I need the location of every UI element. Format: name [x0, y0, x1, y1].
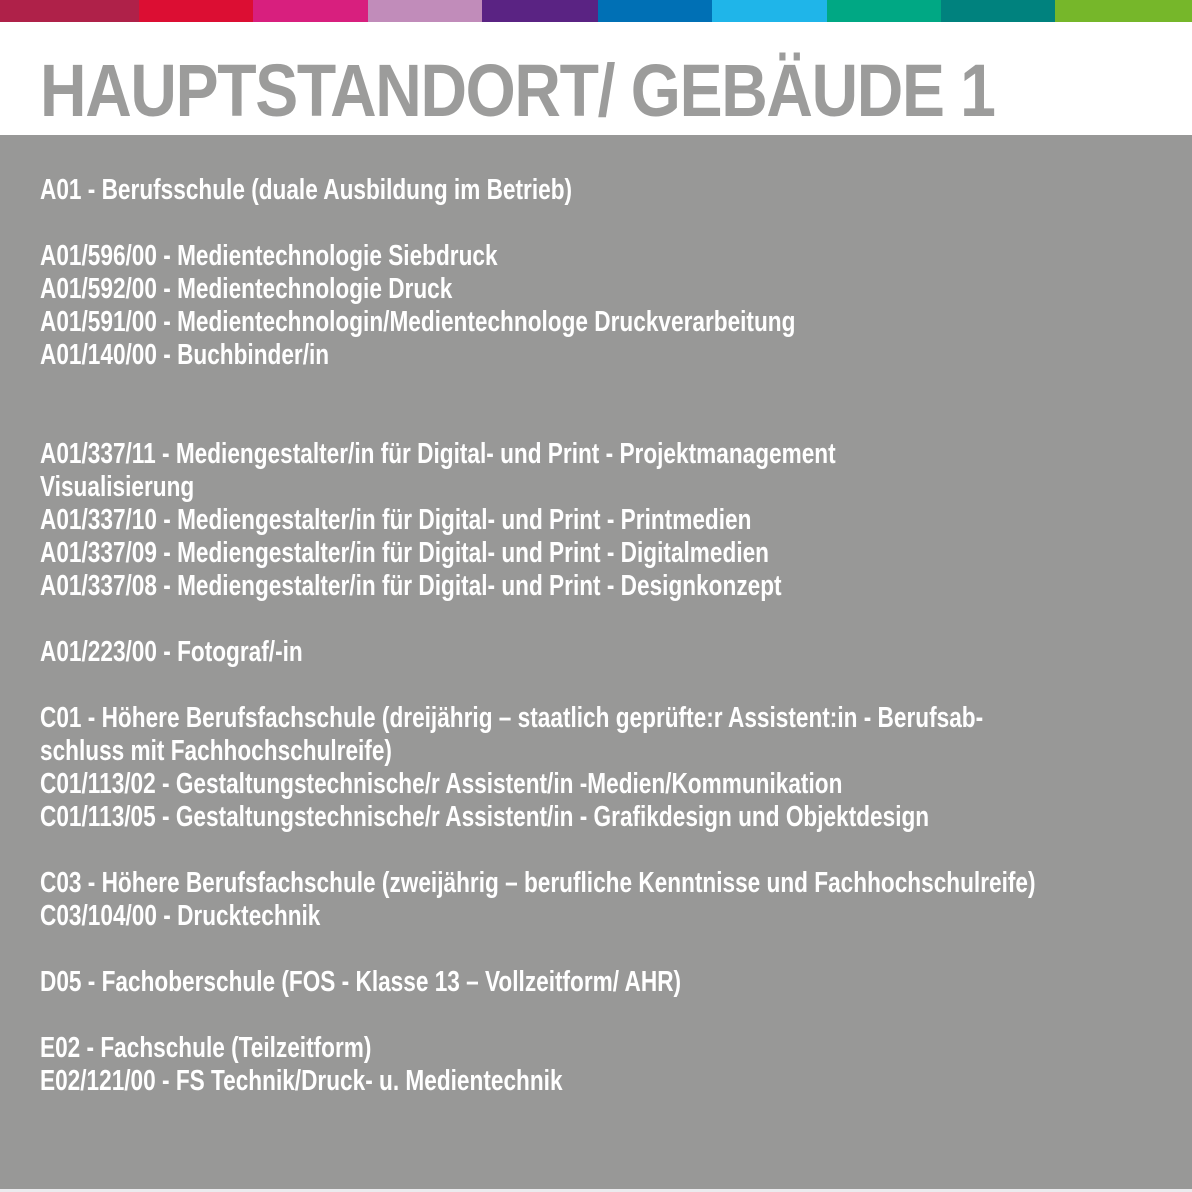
body-blank-line [40, 372, 1187, 405]
body-line: A01/223/00 - Fotograf/-in [40, 636, 303, 668]
body-line: C01/113/05 - Gestaltungstechnische/r Assistent/in - Grafikdesign und Objektdesign [40, 801, 930, 833]
stripe-segment-cyan [712, 0, 827, 22]
body-line: A01/337/08 - Mediengestalter/in für Digital- und Print - Designkonzept [40, 570, 782, 602]
stripe-segment-purple [482, 0, 598, 22]
content-area [0, 135, 1192, 1189]
color-stripe-top [0, 0, 1192, 22]
body-line: A01/592/00 - Medientechnologie Druck [40, 273, 453, 305]
page-title: HAUPTSTANDORT/ GEBÄUDE 1 [40, 49, 995, 132]
body-blank-line [40, 207, 1187, 240]
stripe-segment-red [139, 0, 253, 22]
body-line: E02/121/00 - FS Technik/Druck- u. Medientechnik [40, 1065, 563, 1097]
body-line: A01/337/09 - Mediengestalter/in für Digital- und Print - Digitalmedien [40, 537, 770, 569]
body-line: schluss mit Fachhochschulreife) [40, 735, 392, 767]
body-line: A01/596/00 - Medientechnologie Siebdruck [40, 240, 498, 272]
body-line: A01/337/11 - Mediengestalter/in für Digital- und Print - Projektmanagement [40, 438, 836, 470]
body-blank-line [40, 999, 1187, 1032]
body-line: Visualisierung [40, 471, 195, 503]
body-blank-line [40, 405, 1187, 438]
body-blank-line [40, 933, 1187, 966]
stripe-segment-blue [598, 0, 712, 22]
body-line: A01/140/00 - Buchbinder/in [40, 339, 330, 371]
body-line: A01/337/10 - Mediengestalter/in für Digital- und Print - Printmedien [40, 504, 752, 536]
body-line: C03 - Höhere Berufsfachschule (zweijährig – berufliche Kenntnisse und Fachhochschulreife) [40, 867, 1036, 899]
stripe-segment-magenta [253, 0, 368, 22]
body-line: C01/113/02 - Gestaltungstechnische/r Assistent/in -Medien/Kommunikation [40, 768, 843, 800]
body-blank-line [40, 834, 1187, 867]
stripe-segment-teal-green [827, 0, 941, 22]
body-line: E02 - Fachschule (Teilzeitform) [40, 1032, 372, 1064]
stripe-segment-mauve [368, 0, 482, 22]
body-line: C03/104/00 - Drucktechnik [40, 900, 321, 932]
stripe-segment-dark-raspberry [0, 0, 139, 22]
body-blank-line [40, 669, 1187, 702]
body-line: A01/591/00 - Medientechnologin/Medientechnologe Druckverarbeitung [40, 306, 796, 338]
body-blank-line [40, 603, 1187, 636]
stripe-segment-green [1055, 0, 1192, 22]
body-line: D05 - Fachoberschule (FOS - Klasse 13 – Vollzeitform/ AHR) [40, 966, 682, 998]
body-line: A01 - Berufsschule (duale Ausbildung im Betrieb) [40, 174, 573, 206]
title-band [0, 22, 1192, 135]
course-list [40, 174, 1187, 1098]
body-line: C01 - Höhere Berufsfachschule (dreijährig – staatlich geprüfte:r Assistent:in - Berufsab- [40, 702, 984, 734]
stripe-segment-dark-teal [941, 0, 1055, 22]
